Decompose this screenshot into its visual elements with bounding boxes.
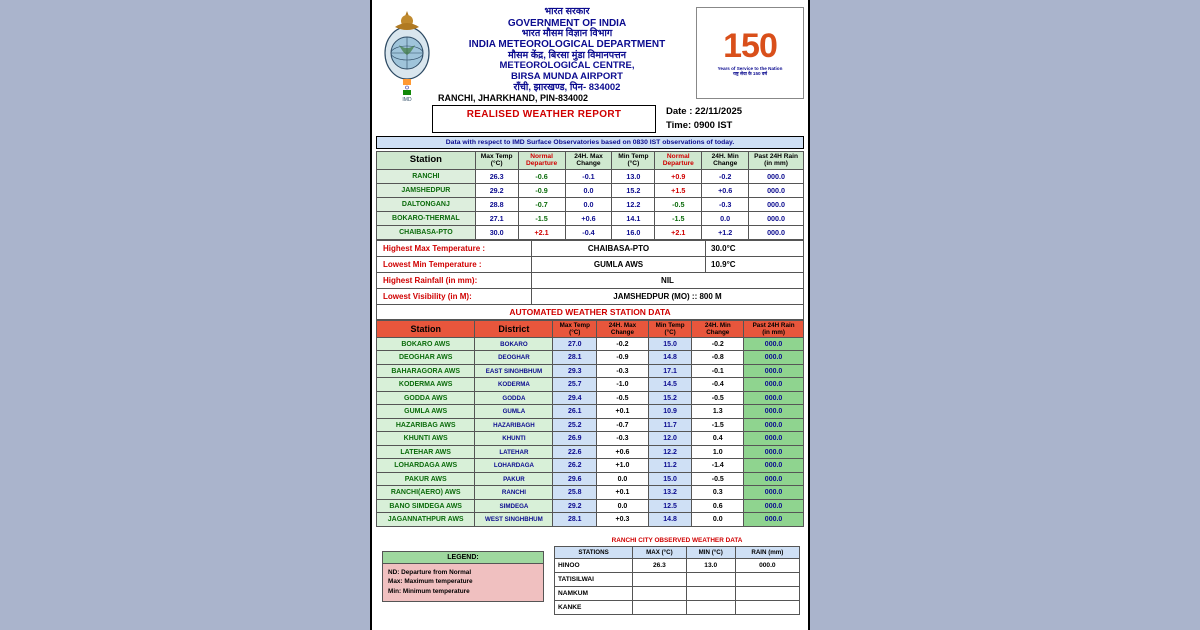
logo-number: 150 [723,27,777,65]
data-cell: 0.0 [692,513,744,527]
station-name-cell: RANCHI(AERO) AWS [377,486,475,500]
data-cell: 14.8 [648,351,692,365]
observation-note: Data with respect to IMD Surface Observatories based on 0830 IST observations of today. [376,136,804,149]
summary-row [377,256,804,272]
city-english: RANCHI, JHARKHAND, PIN-834002 [438,93,589,103]
title-row [376,105,804,133]
national-emblem-icon [379,7,435,103]
data-cell: +0.6 [565,211,612,225]
table-row [377,432,804,446]
col-normal-departure-min: Normal Departure [655,151,702,169]
data-cell: -0.7 [597,418,649,432]
data-cell: +0.9 [655,169,702,183]
district-cell: KODERMA [475,378,553,392]
col-24h-max-change: 24H. Max Change [565,151,612,169]
data-cell [686,572,735,586]
data-cell: 27.0 [553,337,597,351]
data-cell: 28.1 [553,513,597,527]
data-cell: 29.3 [553,364,597,378]
data-cell: 000.0 [744,459,804,473]
data-cell: +2.1 [518,225,565,239]
summary-value: JAMSHEDPUR (MO) :: 800 M [532,288,804,304]
data-cell: 15.0 [648,472,692,486]
surface-observatory-table [376,151,804,240]
summary-value: GUMLA AWS [532,256,706,272]
district-cell: HAZARIBAGH [475,418,553,432]
aws-col-rain: Past 24H Rain (in mm) [744,320,804,337]
col-normal-departure-max: Normal Departure [518,151,565,169]
table-row [377,183,804,197]
data-cell: 000.0 [744,351,804,365]
station-name-cell: BOKARO-THERMAL [377,211,476,225]
svg-text:IMD: IMD [402,97,412,103]
station-name-cell: JAMSHEDPUR [377,183,476,197]
station-name-cell: JAGANNATHPUR AWS [377,513,475,527]
aws-section-title: AUTOMATED WEATHER STATION DATA [376,305,804,320]
table-row [377,472,804,486]
data-cell: 000.0 [744,432,804,446]
city-hindi: राँची, झारखण्ड, पिन- 834002 [513,81,621,93]
legend-line: Max: Maximum temperature [388,578,473,586]
data-cell: 16.0 [612,225,655,239]
legend-body [383,564,543,601]
district-cell: PAKUR [475,472,553,486]
dept-hindi: भारत मौसम विज्ञान विभाग [521,27,613,39]
district-cell: DEOGHAR [475,351,553,365]
data-cell: 000.0 [744,513,804,527]
legend-box [382,551,544,602]
station-name-cell: BAHARAGORA AWS [377,364,475,378]
district-cell: KHUNTI [475,432,553,446]
city-table-title: RANCHI CITY OBSERVED WEATHER DATA [611,536,743,544]
table-row [377,197,804,211]
table-row [555,600,800,614]
station-name-cell: NAMKUM [555,586,633,600]
data-cell: +2.1 [655,225,702,239]
data-cell: 000.0 [749,197,804,211]
col-24h-min-change: 24H. Min Change [702,151,749,169]
station-name-cell: DALTONGANJ [377,197,476,211]
data-cell: 000.0 [735,558,799,572]
summary-value: NIL [532,272,804,288]
data-cell: 12.2 [612,197,655,211]
data-cell: 22.6 [553,445,597,459]
data-cell: 29.2 [553,499,597,513]
table-row [377,513,804,527]
data-cell: 30.0 [475,225,518,239]
col-past-24h-rain: Past 24H Rain (in mm) [749,151,804,169]
data-cell: 0.0 [702,211,749,225]
data-cell: 12.2 [648,445,692,459]
station-name-cell: TATISILWAI [555,572,633,586]
col-max-temp: Max Temp (°C) [475,151,518,169]
station-name-cell: DEOGHAR AWS [377,351,475,365]
data-cell: -0.4 [692,378,744,392]
table-row [555,572,800,586]
summary-label: Lowest Min Temperature : [377,256,532,272]
summary-row [377,288,804,304]
table-row [555,586,800,600]
data-cell: 0.0 [597,499,649,513]
aws-col-min-temp: Min Temp (°C) [648,320,692,337]
data-cell: 15.2 [612,183,655,197]
data-cell: -1.0 [597,378,649,392]
legend-line: ND: Departure from Normal [388,568,472,576]
data-cell: 25.8 [553,486,597,500]
data-cell: -1.5 [655,211,702,225]
station-name-cell: LATEHAR AWS [377,445,475,459]
data-cell: 25.7 [553,378,597,392]
summary-label: Lowest Visibility (in M): [377,288,532,304]
gov-hindi: भारत सरकार [544,6,590,17]
data-cell: 29.6 [553,472,597,486]
aws-col-district: District [475,320,553,337]
date-time-box [656,105,804,133]
data-cell [633,572,687,586]
city-col-header: MAX (°C) [633,546,687,558]
dept-english: INDIA METEOROLOGICAL DEPARTMENT [468,39,666,51]
data-cell: +0.6 [597,445,649,459]
station-name-cell: CHAIBASA-PTO [377,225,476,239]
station-name-cell: BOKARO AWS [377,337,475,351]
data-cell [686,586,735,600]
data-cell: 28.8 [475,197,518,211]
report-title: REALISED WEATHER REPORT [432,105,656,133]
data-cell: 000.0 [744,418,804,432]
data-cell: 000.0 [744,472,804,486]
data-cell [633,600,687,614]
data-cell: 000.0 [749,169,804,183]
bottom-section [376,537,804,615]
district-cell: GUMLA [475,405,553,419]
district-cell: LATEHAR [475,445,553,459]
data-cell: 1.0 [692,445,744,459]
data-cell: 0.4 [692,432,744,446]
data-cell: 0.0 [565,183,612,197]
data-cell: 000.0 [744,337,804,351]
summary-row [377,240,804,256]
table-row [377,445,804,459]
data-cell: -1.5 [518,211,565,225]
data-cell: -0.4 [565,225,612,239]
centre-english: METEOROLOGICAL CENTRE, [499,60,635,72]
data-cell: 000.0 [749,183,804,197]
data-cell: 000.0 [749,211,804,225]
data-cell: 29.4 [553,391,597,405]
table-row [377,211,804,225]
data-cell: 14.8 [648,513,692,527]
data-cell: 0.0 [565,197,612,211]
report-date: Date : 22/11/2025 [666,106,743,117]
data-cell: +1.0 [597,459,649,473]
data-cell: 26.1 [553,405,597,419]
data-cell: 13.2 [648,486,692,500]
data-cell: -0.6 [518,169,565,183]
table-row [377,364,804,378]
data-cell: -0.7 [518,197,565,211]
legend-title: LEGEND: [383,552,543,564]
station-name-cell: HAZARIBAG AWS [377,418,475,432]
summary-extra: 30.0°C [706,240,804,256]
district-cell: EAST SINGHBHUM [475,364,553,378]
data-cell: 1.3 [692,405,744,419]
data-cell: -0.2 [692,337,744,351]
table-row [377,351,804,365]
table-row [377,486,804,500]
aws-col-min-change: 24H. Min Change [692,320,744,337]
data-cell: 000.0 [744,405,804,419]
data-cell: 0.6 [692,499,744,513]
table-row [377,169,804,183]
district-cell: SIMDEGA [475,499,553,513]
data-cell: -0.1 [692,364,744,378]
data-cell: 11.2 [648,459,692,473]
city-col-header: MIN (°C) [686,546,735,558]
data-cell: -0.5 [597,391,649,405]
data-cell [735,586,799,600]
aws-table [376,320,804,527]
data-cell: 000.0 [744,499,804,513]
district-cell: GODDA [475,391,553,405]
table-row [377,378,804,392]
table-row [377,225,804,239]
data-cell: 10.9 [648,405,692,419]
report-header [376,3,804,103]
legend-line: Min: Minimum temperature [388,588,470,595]
col-station: Station [377,151,476,169]
data-cell: 28.1 [553,351,597,365]
centre-hindi: मौसम केंद्र, बिरसा मुंडा विमानपत्तन [507,49,627,61]
data-cell: 12.0 [648,432,692,446]
data-cell: 0.0 [597,472,649,486]
data-cell [686,600,735,614]
data-cell: -0.8 [692,351,744,365]
table-row [377,337,804,351]
data-cell: +0.6 [702,183,749,197]
airport-name: BIRSA MUNDA AIRPORT [511,70,623,82]
station-name-cell: GUMLA AWS [377,405,475,419]
city-table [554,546,800,615]
city-col-header: STATIONS [555,546,633,558]
data-cell: -0.3 [702,197,749,211]
imd-emblem [376,5,438,103]
data-cell: 26.3 [475,169,518,183]
data-cell: 000.0 [744,364,804,378]
data-cell: -0.9 [518,183,565,197]
report-time: Time: 0900 IST [666,119,733,131]
data-cell: +1.2 [702,225,749,239]
data-cell: -0.3 [597,432,649,446]
district-cell: WEST SINGHBHUM [475,513,553,527]
data-cell: +0.1 [597,486,649,500]
data-cell: -0.9 [597,351,649,365]
data-cell: -1.5 [692,418,744,432]
data-cell: 13.0 [612,169,655,183]
data-cell: 25.2 [553,418,597,432]
data-cell: 29.2 [475,183,518,197]
data-cell: -0.1 [565,169,612,183]
data-cell: 14.5 [648,378,692,392]
district-cell: BOKARO [475,337,553,351]
district-cell: RANCHI [475,486,553,500]
logo-subtitle-hi: राष्ट्र सेवा के 150 वर्ष [732,71,768,76]
data-cell: 000.0 [744,378,804,392]
data-cell: 12.5 [648,499,692,513]
station-name-cell: KANKE [555,600,633,614]
aws-col-max-change: 24H. Max Change [597,320,649,337]
data-cell: -0.2 [597,337,649,351]
data-cell: -1.4 [692,459,744,473]
data-cell: 000.0 [744,445,804,459]
table-row [377,459,804,473]
aws-col-max-temp: Max Temp (°C) [553,320,597,337]
city-header-row [555,546,800,558]
station-name-cell: GODDA AWS [377,391,475,405]
table-row [377,499,804,513]
data-cell: 17.1 [648,364,692,378]
data-cell: 15.2 [648,391,692,405]
data-cell: +0.1 [597,405,649,419]
summary-row [377,272,804,288]
aws-header-row [377,320,804,337]
data-cell: +1.5 [655,183,702,197]
data-cell: -0.3 [597,364,649,378]
station-name-cell: RANCHI [377,169,476,183]
station-name-cell: BANO SIMDEGA AWS [377,499,475,513]
data-cell: 14.1 [612,211,655,225]
table-row [555,558,800,572]
data-cell: +0.3 [597,513,649,527]
summary-extra: 10.9°C [706,256,804,272]
summary-label: Highest Max Temperature : [377,240,532,256]
data-cell: 26.3 [633,558,687,572]
table-row [377,418,804,432]
gov-english: GOVERNMENT OF INDIA [507,17,627,29]
data-cell [735,572,799,586]
city-col-header: RAIN (mm) [735,546,799,558]
weather-report-sheet [370,0,810,630]
summary-table [376,240,804,305]
data-cell: 11.7 [648,418,692,432]
data-cell [633,586,687,600]
summary-label: Highest Rainfall (in mm): [377,272,532,288]
data-cell: 26.9 [553,432,597,446]
summary-value: CHAIBASA-PTO [532,240,706,256]
data-cell: 27.1 [475,211,518,225]
station-name-cell: KHUNTI AWS [377,432,475,446]
data-cell: 15.0 [648,337,692,351]
data-cell: -0.5 [692,391,744,405]
data-cell: 000.0 [744,391,804,405]
anniversary-logo [696,7,804,99]
district-cell: LOHARDAGA [475,459,553,473]
data-cell: 0.3 [692,486,744,500]
station-name-cell: HINOO [555,558,633,572]
data-cell: 13.0 [686,558,735,572]
data-cell: 000.0 [749,225,804,239]
col-min-temp: Min Temp (°C) [612,151,655,169]
logo-subtitle-en: Years of Service to the Nation [717,66,783,71]
station-name-cell: PAKUR AWS [377,472,475,486]
station-name-cell: LOHARDAGA AWS [377,459,475,473]
table-row [377,405,804,419]
data-cell: 26.2 [553,459,597,473]
city-weather-block [554,537,800,615]
data-cell: 000.0 [744,486,804,500]
table-header-row [377,151,804,169]
station-name-cell: KODERMA AWS [377,378,475,392]
table-row [377,391,804,405]
data-cell: -0.5 [692,472,744,486]
data-cell: -0.2 [702,169,749,183]
data-cell: -0.5 [655,197,702,211]
aws-col-station: Station [377,320,475,337]
data-cell [735,600,799,614]
